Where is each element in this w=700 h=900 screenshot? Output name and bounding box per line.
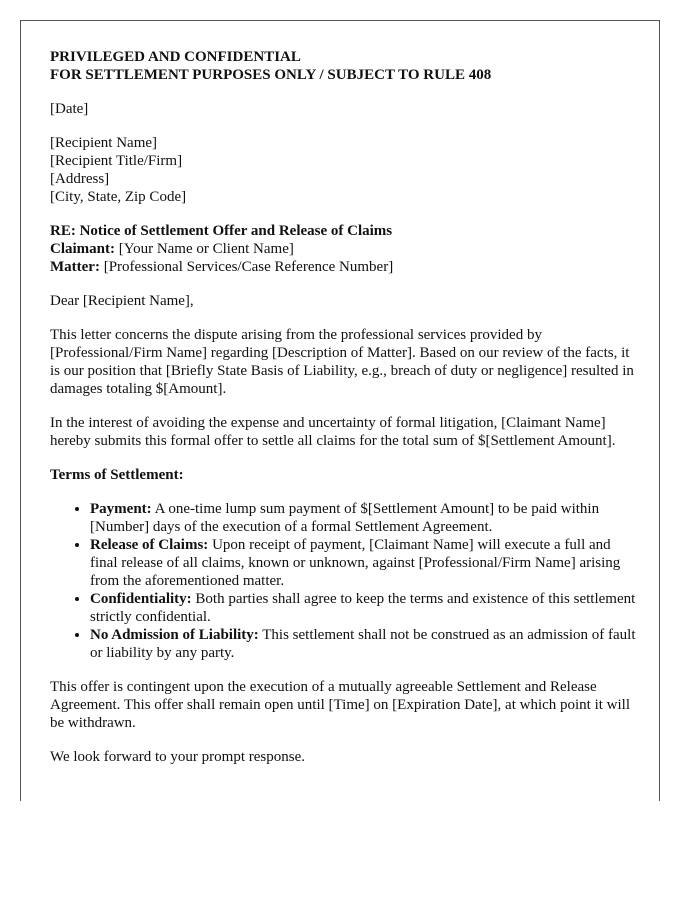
term-item-no-admission [90,626,640,662]
recipient-block [50,134,640,206]
term-label: Confidentiality: [90,591,192,607]
letter-page [20,20,660,801]
recipient-name: [Recipient Name] [50,135,158,151]
term-item-release [90,536,640,590]
paragraph-contingency: This offer is contingent upon the execution of a mutually agreeable Settlement and Release Agreement. This offer shall remain open until [Time] on [Expiration Date], at which point it will be withdrawn. [50,679,631,731]
claimant-line [50,240,640,258]
term-item-confidentiality [90,590,640,626]
confidentiality-header [50,48,640,84]
re-subject: RE: Notice of Settlement Offer and Release of Claims [50,223,393,239]
paragraph-offer: In the interest of avoiding the expense and uncertainty of formal litigation, [Claimant Name] hereby submits this formal offer to settle all claims for the total sum of $[Settlement Amount]. [50,415,616,449]
recipient-title: [Recipient Title/Firm] [50,153,183,169]
header-line-1: PRIVILEGED AND CONFIDENTIAL [50,49,301,65]
terms-heading: Terms of Settlement: [50,467,184,483]
re-block [50,222,640,276]
term-text: A one-time lump sum payment of $[Settlement Amount] to be paid within [Number] days of the execution of a formal Settlement Agreement. [90,501,600,535]
matter-value: [Professional Services/Case Reference Number] [99,259,394,275]
letter-content [50,48,640,782]
claimant-value: [Your Name or Client Name] [115,241,294,257]
paragraph-closing: We look forward to your prompt response. [50,749,305,765]
salutation: Dear [Recipient Name], [50,293,194,309]
term-label: No Admission of Liability: [90,627,259,643]
recipient-city: [City, State, Zip Code] [50,189,187,205]
term-text: Both parties shall agree to keep the terms and existence of this settlement strictly confidential. [90,591,636,625]
term-label: Release of Claims: [90,537,209,553]
header-line-2: FOR SETTLEMENT PURPOSES ONLY / SUBJECT TO RULE 408 [50,67,492,83]
term-label: Payment: [90,501,152,517]
term-text: Upon receipt of payment, [Claimant Name] will execute a full and final release of all claims, known or unknown, against [Professional/Firm Name] arising from the aforementioned matter. [90,537,621,589]
matter-line [50,258,640,276]
terms-list [50,500,640,662]
recipient-address: [Address] [50,171,110,187]
letter-date: [Date] [50,101,89,117]
term-text: This settlement shall not be construed as an admission of fault or liability by any party. [90,627,636,661]
claimant-label: Claimant: [50,241,115,257]
paragraph-dispute: This letter concerns the dispute arising from the professional services provided by [Professional/Firm Name] regarding [Description of Matter]. Based on our review of the facts, it is our position that [Briefly State Basis of Liability, e.g., breach of duty or negligence] resulted in damages totaling $[Amount]. [50,327,634,397]
term-item-payment [90,500,640,536]
matter-label: Matter: [50,259,100,275]
